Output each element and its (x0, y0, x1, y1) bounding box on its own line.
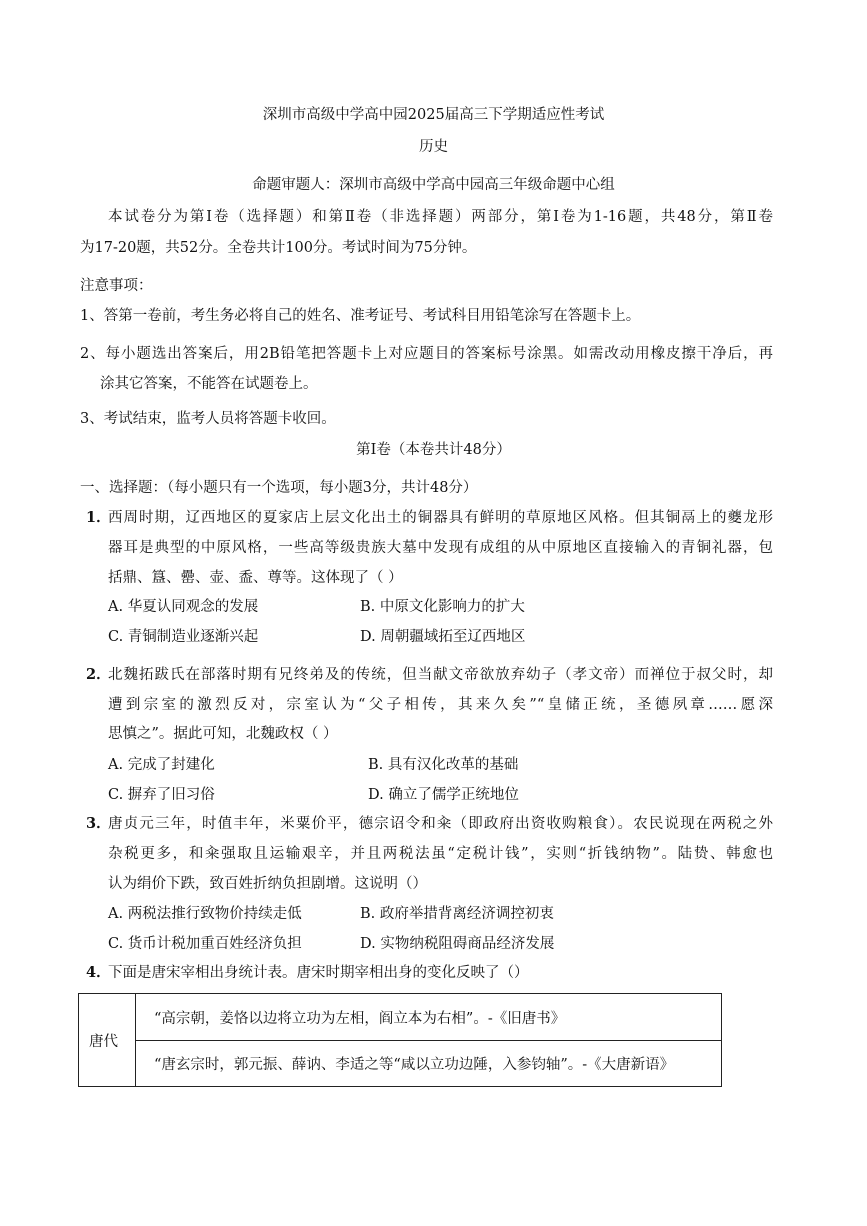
exam-title: 深圳市高级中学高中园2025届高三下学期适应性考试 (262, 107, 605, 123)
question-stem-line: 认为绢价下跌，致百姓折纳负担剧增。这说明（） (108, 876, 427, 892)
option-d: D. 确立了儒学正统地位 (368, 787, 519, 803)
option-a: A. 华夏认同观念的发展 (108, 599, 259, 615)
question-stem-line: 括鼎、簋、罍、壶、盉、尊等。这体现了（ ） (108, 570, 403, 586)
section-heading: 一、选择题：（每小题只有一个选项，每小题3分，共计48分） (80, 480, 478, 496)
question-stem-line: 北魏拓跋氏在部落时期有兄终弟及的传统，但当献文帝欲放弃幼子（孝文帝）而禅位于叔父时，却 (108, 667, 773, 683)
option-b: B. 中原文化影响力的扩大 (360, 599, 525, 615)
table-cell: “高宗朝，姜恪以边将立功为左相，阎立本为右相”。-《旧唐书》 (136, 994, 722, 1041)
option-b: B. 政府举措背离经济调控初衷 (360, 906, 554, 922)
question-number: 3． (86, 815, 111, 832)
option-a: A. 两税法推行致物价持续走低 (108, 906, 302, 922)
option-c: C. 摒弃了旧习俗 (108, 787, 215, 803)
option-a: A. 完成了封建化 (108, 757, 215, 773)
question-stem-line: 器耳是典型的中原风格，一些高等级贵族大墓中发现有成组的从中原地区直接输入的青铜礼器，包 (108, 540, 773, 556)
note-2-line-2: 涂其它答案，不能答在试题卷上。 (100, 376, 318, 392)
author-line: 命题审题人：深圳市高级中学高中园高三年级命题中心组 (252, 177, 615, 193)
question-stem-line: 杂税更多，和籴强取且运输艰辛，并且两税法虽“定税计钱”，实则“折钱纳物”。陆贽、韩愈也 (108, 846, 773, 862)
intro-line-1: 本试卷分为第Ⅰ卷（选择题）和第Ⅱ卷（非选择题）两部分，第Ⅰ卷为1-16题，共48分，第Ⅱ卷 (108, 209, 773, 225)
question-stem-line: 下面是唐宋宰相出身统计表。唐宋时期宰相出身的变化反映了（） (108, 965, 529, 981)
chancellor-origin-table (78, 993, 722, 1087)
question-number: 2． (86, 666, 111, 683)
question-stem-line: 唐贞元三年，时值丰年，米粟价平，德宗诏令和籴（即政府出资收购粮食）。农民说现在两税之外 (108, 816, 773, 832)
question-number: 4． (86, 964, 111, 981)
table-row (79, 994, 722, 1041)
note-1: 1、答第一卷前，考生务必将自己的姓名、准考证号、考试科目用铅笔涂写在答题卡上。 (80, 308, 641, 324)
table-row (79, 1041, 722, 1087)
option-d: D. 周朝疆域拓至辽西地区 (360, 629, 526, 645)
question-stem-line: 西周时期，辽西地区的夏家店上层文化出土的铜器具有鲜明的草原地区风格。但其铜鬲上的夔龙形 (108, 510, 773, 526)
option-d: D. 实物纳税阻碍商品经济发展 (360, 936, 555, 952)
option-c: C. 货币计税加重百姓经济负担 (108, 936, 302, 952)
note-2-line-1: 2、每小题选出答案后，用2B铅笔把答题卡上对应题目的答案标号涂黑。如需改动用橡皮擦干净后，再 (80, 346, 773, 362)
subject-title: 历史 (419, 139, 448, 155)
option-b: B. 具有汉化改革的基础 (368, 757, 519, 773)
part-title: 第Ⅰ卷（本卷共计48分） (356, 442, 511, 458)
table-era-cell: 唐代 (79, 994, 136, 1087)
notes-heading: 注意事项： (80, 278, 153, 294)
question-number: 1． (86, 509, 111, 526)
table-cell: “唐玄宗时，郭元振、薛讷、李适之等“咸以立功边陲，入参钧轴”。-《大唐新语》 (136, 1041, 722, 1087)
note-3: 3、考试结束，监考人员将答题卡收回。 (80, 411, 336, 427)
intro-line-2: 为17-20题，共52分。全卷共计100分。考试时间为75分钟。 (80, 240, 477, 256)
question-stem-line: 遭到宗室的激烈反对，宗室认为“父子相传，其来久矣”“皇储正统，圣德夙章……愿深 (108, 697, 773, 713)
option-c: C. 青铜制造业逐渐兴起 (108, 629, 259, 645)
question-stem-line: 思慎之”。据此可知，北魏政权（ ） (108, 726, 338, 742)
